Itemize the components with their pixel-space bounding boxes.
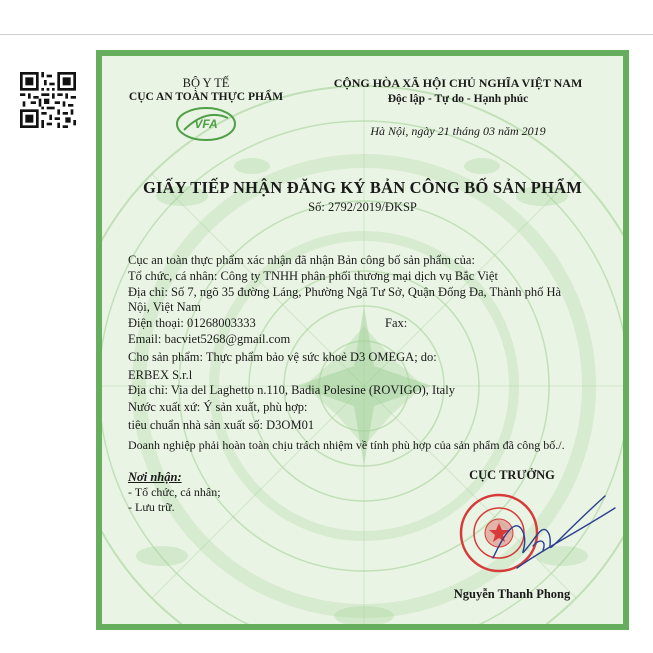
- product-line: Cho sản phẩm: Thực phẩm bảo vệ sức khoẻ D3 OMEGA; do:: [128, 350, 437, 364]
- address-line-1: Địa chỉ: Số 7, ngõ 35 đường Láng, Phường Ngã Tư Sở, Quận Đống Đa, Thành phố Hà: [128, 285, 562, 299]
- recipient-item: - Lưu trữ.: [128, 500, 175, 514]
- document-number: Số: 2792/2019/ĐKSP: [308, 200, 417, 214]
- certificate-document: [96, 50, 629, 630]
- manufacturer-line: ERBEX S.r.l: [128, 368, 193, 382]
- responsibility-line: Doanh nghiệp phải hoàn toàn chịu trách nhiệm về tính phù hợp của sản phẩm đã công bố./.: [128, 438, 565, 452]
- standard-line: tiêu chuẩn nhà sản xuất số: D3OM01: [128, 418, 315, 432]
- issue-date: Hà Nội, ngày 21 tháng 03 năm 2019: [370, 124, 546, 138]
- vfa-logo: [174, 104, 238, 144]
- manufacturer-address: Địa chỉ: Via del Laghetto n.110, Badia Polesine (ROVIGO), Italy: [128, 383, 455, 397]
- national-motto: Độc lập - Tự do - Hạnh phúc: [387, 93, 529, 105]
- organization-line: Tổ chức, cá nhân: Công ty TNHH phân phối thương mại dịch vụ Bắc Việt: [128, 269, 498, 283]
- origin-line: Nước xuất xứ: Ý sản xuất, phù hợp:: [128, 400, 308, 414]
- signatory-name: Nguyễn Thanh Phong: [453, 587, 571, 601]
- fax-line: Fax:: [385, 316, 408, 330]
- document-title: GIẤY TIẾP NHẬN ĐĂNG KÝ BẢN CÔNG BỐ SẢN PHẨM: [142, 178, 582, 197]
- intro-line: Cục an toàn thực phẩm xác nhận đã nhận Bản công bố sản phẩm của:: [128, 253, 475, 267]
- signatory-role: CỤC TRƯỞNG: [469, 468, 555, 482]
- svg-text:VFA: VFA: [194, 117, 218, 131]
- address-line-2: Nội, Việt Nam: [128, 300, 201, 314]
- nation-heading: CỘNG HÒA XÃ HỘI CHỦ NGHĨA VIỆT NAM: [333, 76, 583, 90]
- page-divider: [0, 34, 653, 35]
- email-line: Email: bacviet5268@gmail.com: [128, 332, 291, 346]
- handwritten-signature: [487, 488, 622, 583]
- ministry-name: BỘ Y TẾ: [182, 76, 230, 90]
- agency-name: CỤC AN TOÀN THỰC PHẨM: [128, 91, 284, 103]
- recipients-heading: Nơi nhận:: [128, 470, 182, 484]
- phone-line: Điện thoại: 01268003333: [128, 316, 256, 330]
- qr-code: [20, 72, 76, 128]
- recipient-item: - Tổ chức, cá nhân;: [128, 485, 221, 499]
